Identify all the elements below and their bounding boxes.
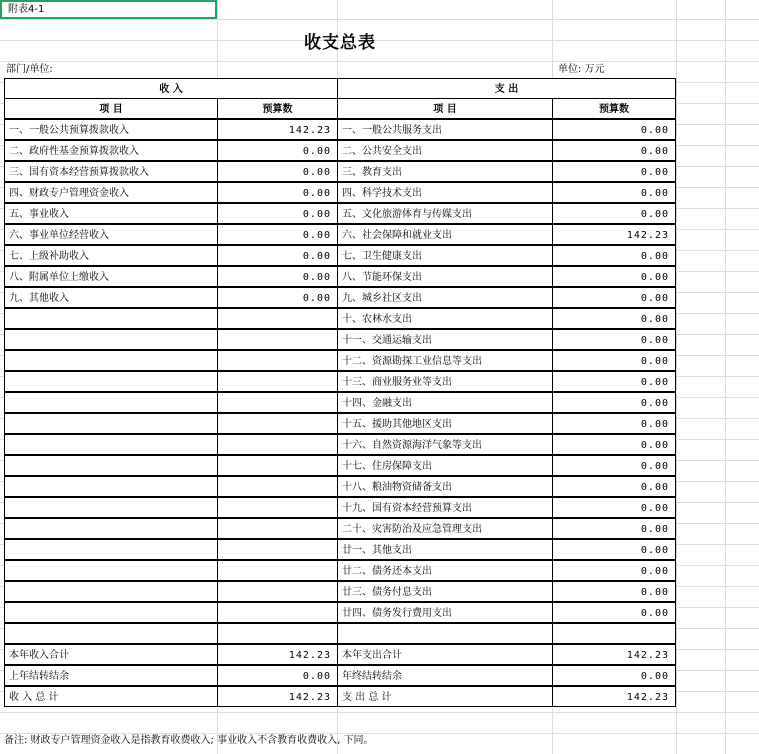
income-budget-cell[interactable] (217, 371, 338, 392)
expense-budget-cell[interactable]: 0.00 (552, 329, 676, 350)
expense-budget-cell[interactable]: 0.00 (552, 266, 676, 287)
income-budget-header[interactable]: 预算数 (217, 98, 338, 119)
income-budget-cell[interactable] (217, 329, 338, 350)
income-budget-cell[interactable]: 0.00 (217, 182, 338, 203)
income-budget-cell[interactable] (217, 539, 338, 560)
income-budget-cell[interactable] (217, 350, 338, 371)
grid-line-horizontal (0, 19, 759, 20)
expense-item-cell[interactable]: 支 出 总 计 (337, 686, 553, 707)
income-header[interactable]: 收 入 (4, 78, 338, 99)
income-item-cell[interactable] (4, 392, 218, 413)
income-budget-cell[interactable]: 0.00 (217, 203, 338, 224)
expense-budget-cell[interactable]: 0.00 (552, 119, 676, 140)
income-item-cell[interactable]: 五、事业收入 (4, 203, 218, 224)
expense-item-cell[interactable]: 廿三、债务付息支出 (337, 581, 553, 602)
expense-budget-cell[interactable]: 0.00 (552, 350, 676, 371)
expense-budget-cell[interactable]: 0.00 (552, 371, 676, 392)
selected-cell-a1[interactable]: 附表4-1 (0, 0, 217, 19)
income-budget-cell[interactable]: 142.23 (217, 119, 338, 140)
expense-budget-cell[interactable]: 0.00 (552, 602, 676, 623)
expense-budget-cell[interactable]: 0.00 (552, 287, 676, 308)
income-item-cell[interactable] (4, 497, 218, 518)
expense-budget-cell[interactable] (552, 623, 676, 644)
income-item-cell[interactable]: 二、政府性基金预算拨款收入 (4, 140, 218, 161)
income-budget-cell[interactable]: 0.00 (217, 665, 338, 686)
income-budget-cell[interactable] (217, 623, 338, 644)
income-budget-cell[interactable]: 0.00 (217, 245, 338, 266)
income-budget-cell[interactable] (217, 518, 338, 539)
expense-item-cell[interactable]: 五、文化旅游体育与传媒支出 (337, 203, 553, 224)
expense-item-cell[interactable]: 九、城乡社区支出 (337, 287, 553, 308)
expense-header[interactable]: 支 出 (337, 78, 676, 99)
income-item-cell[interactable] (4, 455, 218, 476)
expense-budget-cell[interactable]: 0.00 (552, 497, 676, 518)
income-budget-cell[interactable]: 142.23 (217, 644, 338, 665)
expense-item-cell[interactable]: 十七、住房保障支出 (337, 455, 553, 476)
expense-item-cell[interactable]: 廿一、其他支出 (337, 539, 553, 560)
income-item-cell[interactable] (4, 329, 218, 350)
income-budget-cell[interactable] (217, 581, 338, 602)
expense-item-cell[interactable]: 十四、金融支出 (337, 392, 553, 413)
income-item-cell[interactable] (4, 623, 218, 644)
income-item-cell[interactable]: 一、一般公共预算拨款收入 (4, 119, 218, 140)
expense-item-cell[interactable] (337, 623, 553, 644)
income-budget-cell[interactable] (217, 497, 338, 518)
dept-label: 部门/单位: (6, 64, 53, 75)
expense-budget-header[interactable]: 预算数 (552, 98, 676, 119)
expense-budget-cell[interactable]: 0.00 (552, 413, 676, 434)
expense-item-cell[interactable]: 廿二、债务还本支出 (337, 560, 553, 581)
income-item-cell[interactable] (4, 413, 218, 434)
expense-budget-cell[interactable]: 0.00 (552, 140, 676, 161)
expense-item-header[interactable]: 项 目 (337, 98, 553, 119)
grid-line-horizontal (0, 712, 759, 713)
expense-item-cell[interactable]: 十八、粮油物资储备支出 (337, 476, 553, 497)
expense-budget-cell[interactable]: 0.00 (552, 539, 676, 560)
income-budget-cell[interactable] (217, 602, 338, 623)
income-budget-cell[interactable] (217, 413, 338, 434)
expense-item-cell[interactable]: 十九、国有资本经营预算支出 (337, 497, 553, 518)
expense-budget-cell[interactable]: 0.00 (552, 560, 676, 581)
expense-item-cell[interactable]: 一、一般公共服务支出 (337, 119, 553, 140)
income-item-cell[interactable] (4, 581, 218, 602)
expense-budget-cell[interactable]: 142.23 (552, 644, 676, 665)
income-item-cell[interactable]: 三、国有资本经营预算拨款收入 (4, 161, 218, 182)
income-budget-cell[interactable]: 0.00 (217, 161, 338, 182)
income-budget-cell[interactable]: 0.00 (217, 140, 338, 161)
expense-budget-cell[interactable]: 0.00 (552, 581, 676, 602)
income-item-cell[interactable] (4, 476, 218, 497)
expense-budget-cell[interactable]: 142.23 (552, 686, 676, 707)
income-item-cell[interactable] (4, 350, 218, 371)
income-budget-cell[interactable]: 142.23 (217, 686, 338, 707)
income-budget-cell[interactable] (217, 560, 338, 581)
page-title: 收支总表 (304, 33, 376, 53)
income-item-cell[interactable]: 九、其他收入 (4, 287, 218, 308)
expense-budget-cell[interactable]: 0.00 (552, 392, 676, 413)
expense-budget-cell[interactable]: 142.23 (552, 224, 676, 245)
unit-label: 单位: 万元 (558, 64, 605, 75)
expense-budget-cell[interactable]: 0.00 (552, 245, 676, 266)
expense-item-cell[interactable]: 七、卫生健康支出 (337, 245, 553, 266)
income-item-cell[interactable]: 七、上级补助收入 (4, 245, 218, 266)
grid-line-vertical (676, 0, 677, 754)
expense-item-cell[interactable]: 十三、商业服务业等支出 (337, 371, 553, 392)
income-item-cell[interactable]: 本年收入合计 (4, 644, 218, 665)
income-budget-cell[interactable]: 0.00 (217, 287, 338, 308)
income-budget-cell[interactable] (217, 434, 338, 455)
expense-item-cell[interactable]: 六、社会保障和就业支出 (337, 224, 553, 245)
income-item-cell[interactable] (4, 434, 218, 455)
expense-item-cell[interactable]: 二、公共安全支出 (337, 140, 553, 161)
expense-budget-cell[interactable]: 0.00 (552, 161, 676, 182)
expense-item-cell[interactable]: 十五、援助其他地区支出 (337, 413, 553, 434)
expense-budget-cell[interactable]: 0.00 (552, 518, 676, 539)
income-item-cell[interactable]: 八、附属单位上缴收入 (4, 266, 218, 287)
income-budget-cell[interactable] (217, 308, 338, 329)
expense-budget-cell[interactable]: 0.00 (552, 203, 676, 224)
income-item-cell[interactable]: 六、事业单位经营收入 (4, 224, 218, 245)
expense-item-cell[interactable]: 三、教育支出 (337, 161, 553, 182)
expense-budget-cell[interactable]: 0.00 (552, 455, 676, 476)
income-item-cell[interactable] (4, 371, 218, 392)
expense-item-cell[interactable]: 二十、灾害防治及应急管理支出 (337, 518, 553, 539)
grid-line-vertical (725, 0, 726, 754)
expense-item-cell[interactable]: 四、科学技术支出 (337, 182, 553, 203)
income-budget-cell[interactable] (217, 392, 338, 413)
expense-item-cell[interactable]: 本年支出合计 (337, 644, 553, 665)
income-item-cell[interactable] (4, 518, 218, 539)
expense-budget-cell[interactable]: 0.00 (552, 182, 676, 203)
expense-item-cell[interactable]: 十一、交通运输支出 (337, 329, 553, 350)
expense-budget-cell[interactable]: 0.00 (552, 434, 676, 455)
income-item-cell[interactable]: 上年结转结余 (4, 665, 218, 686)
footnote: 备注: 财政专户管理资金收入是指教育收费收入; 事业收入不含教育收费收入, 下同。 (4, 735, 374, 746)
expense-budget-cell[interactable]: 0.00 (552, 476, 676, 497)
expense-item-cell[interactable]: 廿四、债务发行费用支出 (337, 602, 553, 623)
income-item-header[interactable]: 项 目 (4, 98, 218, 119)
income-budget-cell[interactable] (217, 476, 338, 497)
expense-item-cell[interactable]: 十六、自然资源海洋气象等支出 (337, 434, 553, 455)
income-item-cell[interactable] (4, 560, 218, 581)
income-budget-cell[interactable] (217, 455, 338, 476)
expense-budget-cell[interactable]: 0.00 (552, 665, 676, 686)
expense-item-cell[interactable]: 十二、资源勘探工业信息等支出 (337, 350, 553, 371)
income-item-cell[interactable] (4, 539, 218, 560)
income-item-cell[interactable]: 收 入 总 计 (4, 686, 218, 707)
expense-budget-cell[interactable]: 0.00 (552, 308, 676, 329)
income-item-cell[interactable] (4, 602, 218, 623)
income-item-cell[interactable] (4, 308, 218, 329)
expense-item-cell[interactable]: 十、农林水支出 (337, 308, 553, 329)
income-budget-cell[interactable]: 0.00 (217, 266, 338, 287)
income-item-cell[interactable]: 四、财政专户管理资金收入 (4, 182, 218, 203)
income-budget-cell[interactable]: 0.00 (217, 224, 338, 245)
expense-item-cell[interactable]: 年终结转结余 (337, 665, 553, 686)
expense-item-cell[interactable]: 八、节能环保支出 (337, 266, 553, 287)
